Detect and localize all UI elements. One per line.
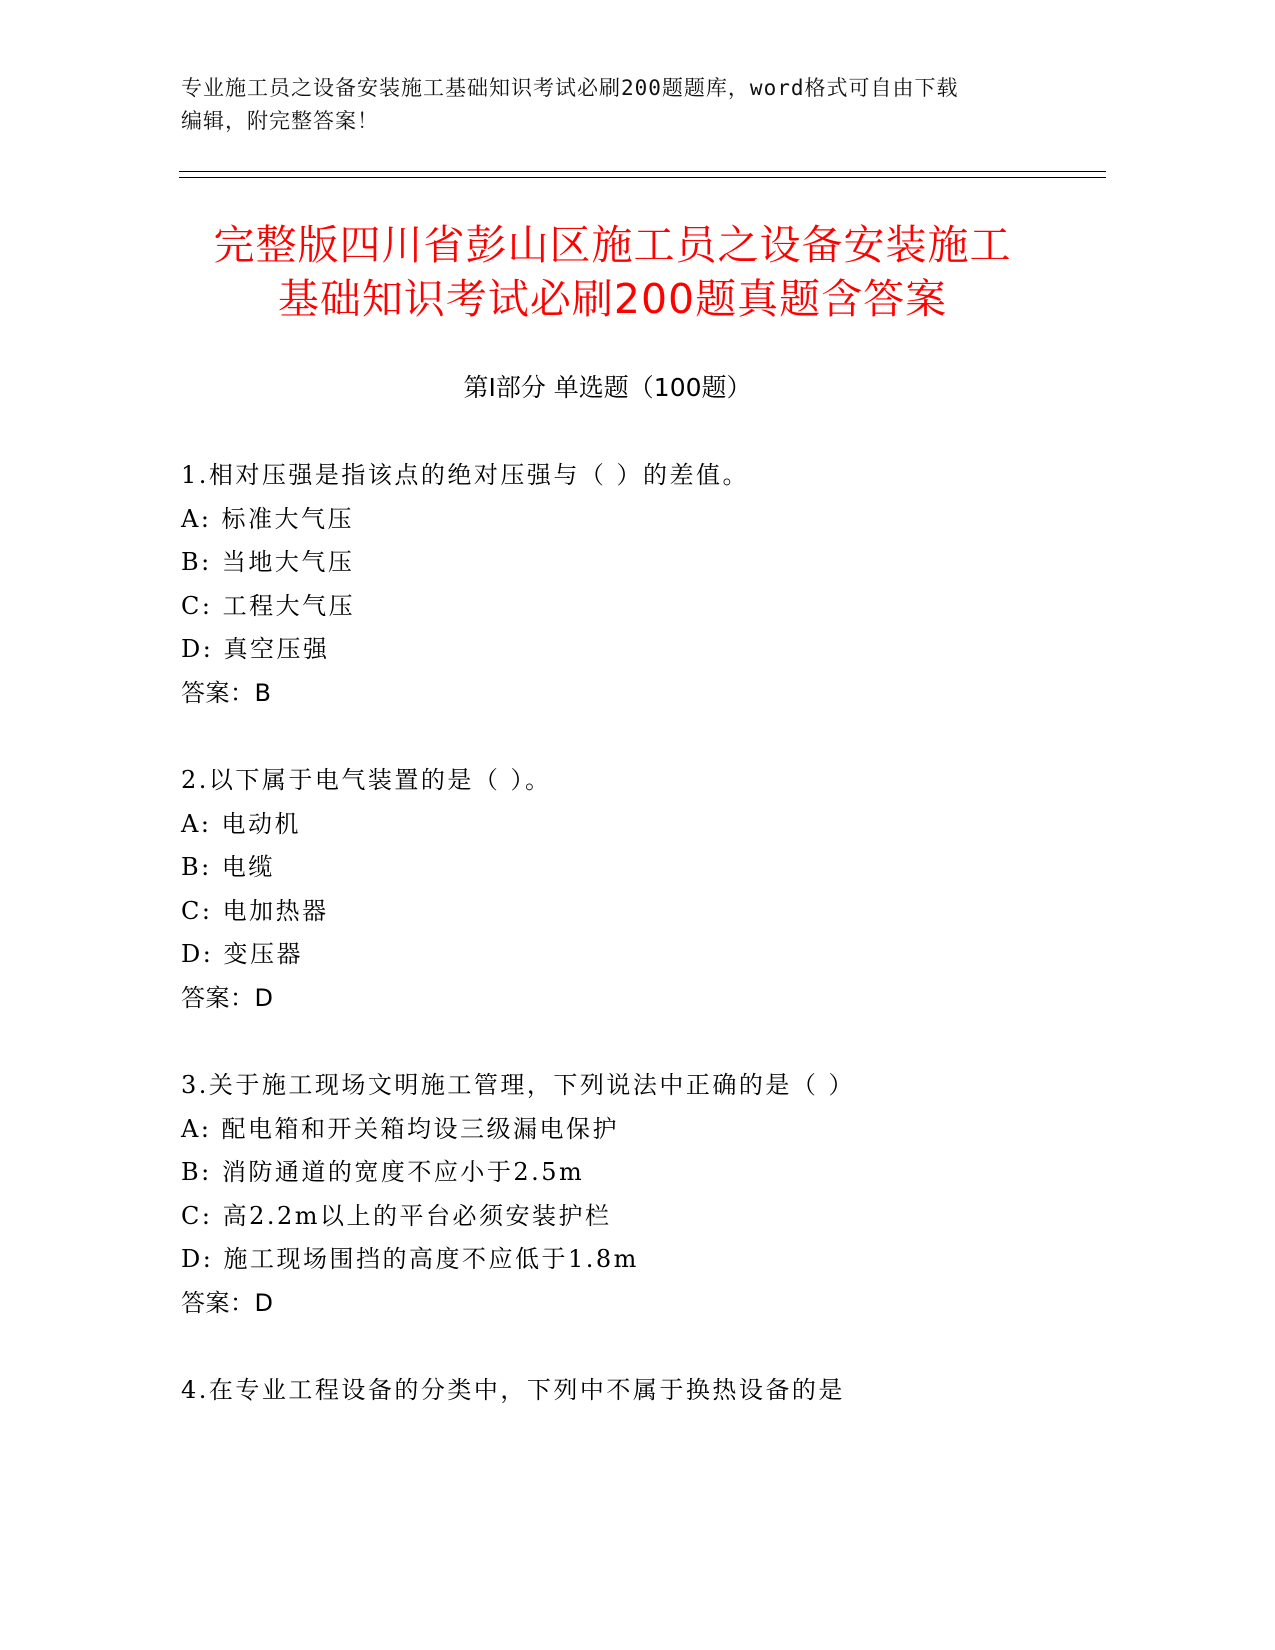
question-option-d: D: 变压器	[181, 940, 303, 968]
question-4	[181, 1369, 1111, 1413]
question-2	[181, 759, 1111, 1020]
question-option-a: A: 电动机	[181, 809, 302, 838]
document-title	[150, 218, 1075, 326]
document-title-line-2: 基础知识考试必刷200题真题含答案	[277, 275, 948, 323]
question-stem: 4.在专业工程设备的分类中，下列中不属于换热设备的是	[181, 1376, 845, 1404]
question-option-c: C: 电加热器	[181, 896, 329, 925]
header-divider-bottom	[179, 177, 1106, 178]
header-note	[181, 72, 1061, 138]
question-option-c: C: 工程大气压	[181, 591, 356, 620]
question-option-b: B: 电缆	[181, 853, 275, 881]
question-3	[181, 1064, 1111, 1325]
question-option-b: B: 消防通道的宽度不应小于2.5m	[181, 1158, 585, 1186]
question-1	[181, 454, 1111, 715]
header-note-line-2: 编辑，附完整答案！	[181, 109, 379, 133]
section-title: 第Ⅰ部分 单选题（100题）	[463, 373, 752, 402]
question-answer: 答案：B	[181, 678, 272, 707]
question-stem: 1.相对压强是指该点的绝对压强与（ ）的差值。	[181, 461, 750, 489]
question-option-d: D: 真空压强	[181, 635, 330, 663]
question-option-a: A: 标准大气压	[181, 504, 355, 533]
question-stem: 3.关于施工现场文明施工管理，下列说法中正确的是（ ）	[181, 1071, 856, 1099]
question-option-d: D: 施工现场围挡的高度不应低于1.8m	[181, 1245, 639, 1273]
document-title-line-1: 完整版四川省彭山区施工员之设备安装施工	[213, 221, 1012, 269]
question-answer: 答案：D	[181, 983, 274, 1012]
header-note-line-1: 专业施工员之设备安装施工基础知识考试必刷200题题库，word格式可自由下载	[181, 76, 959, 100]
question-stem: 2.以下属于电气装置的是（ ）。	[181, 766, 552, 794]
question-option-c: C: 高2.2m以上的平台必须安装护栏	[181, 1201, 612, 1230]
question-option-a: A: 配电箱和开关箱均设三级漏电保护	[181, 1114, 620, 1143]
question-option-b: B: 当地大气压	[181, 548, 355, 576]
question-answer: 答案：D	[181, 1288, 274, 1317]
header-divider-top	[179, 171, 1106, 172]
